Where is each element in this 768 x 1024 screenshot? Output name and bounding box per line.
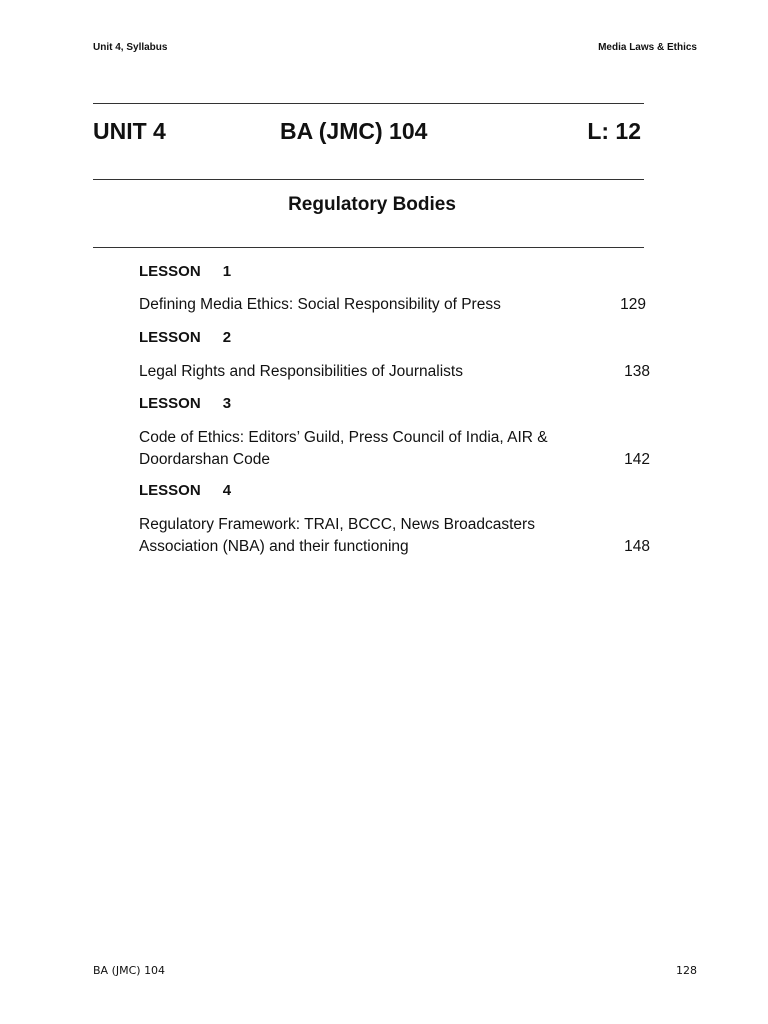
lesson-heading-4 [139,482,231,499]
unit-heading-row [93,118,644,150]
lesson-word: LESSON [139,329,201,346]
divider-middle [93,179,644,180]
footer-course-code: BA (JMC) 104 [93,964,166,977]
lesson-word: LESSON [139,395,201,412]
lesson-title: Code of Ethics: Editors’ Guild, Press Council of India, AIR & Doordarshan Code [139,429,548,468]
running-header-left: Unit 4, Syllabus [93,42,168,53]
lesson-title: Regulatory Framework: TRAI, BCCC, News Broadcasters Association (NBA) and their functioning [139,516,535,555]
lesson-number: 3 [222,395,232,412]
divider-top [93,103,644,104]
lesson-page-number: 142 [624,451,650,468]
lesson-entry-2 [139,361,650,383]
lecture-count: L: 12 [587,118,641,144]
lesson-title: Defining Media Ethics: Social Responsibility of Press [139,296,501,313]
lesson-entry-3 [139,427,650,471]
running-header-right: Media Laws & Ethics [598,42,697,53]
lesson-number: 2 [222,329,232,346]
lesson-entry-1 [139,294,650,316]
course-code: BA (JMC) 104 [280,118,428,144]
lesson-number: 1 [222,263,232,280]
unit-label: UNIT 4 [93,118,166,144]
lesson-page-number: 138 [624,363,650,380]
lesson-title: Legal Rights and Responsibilities of Journalists [139,363,463,380]
section-title: Regulatory Bodies [288,194,456,215]
lesson-heading-3 [139,395,231,412]
lesson-page-number: 129 [620,296,646,313]
lesson-word: LESSON [139,263,201,280]
lesson-heading-1 [139,263,231,280]
lesson-heading-2 [139,329,231,346]
lesson-page-number: 148 [624,538,650,555]
lesson-entry-4 [139,514,650,558]
lesson-word: LESSON [139,482,201,499]
divider-bottom [93,247,644,248]
footer-page-number: 128 [676,964,697,977]
lesson-number: 4 [222,482,232,499]
